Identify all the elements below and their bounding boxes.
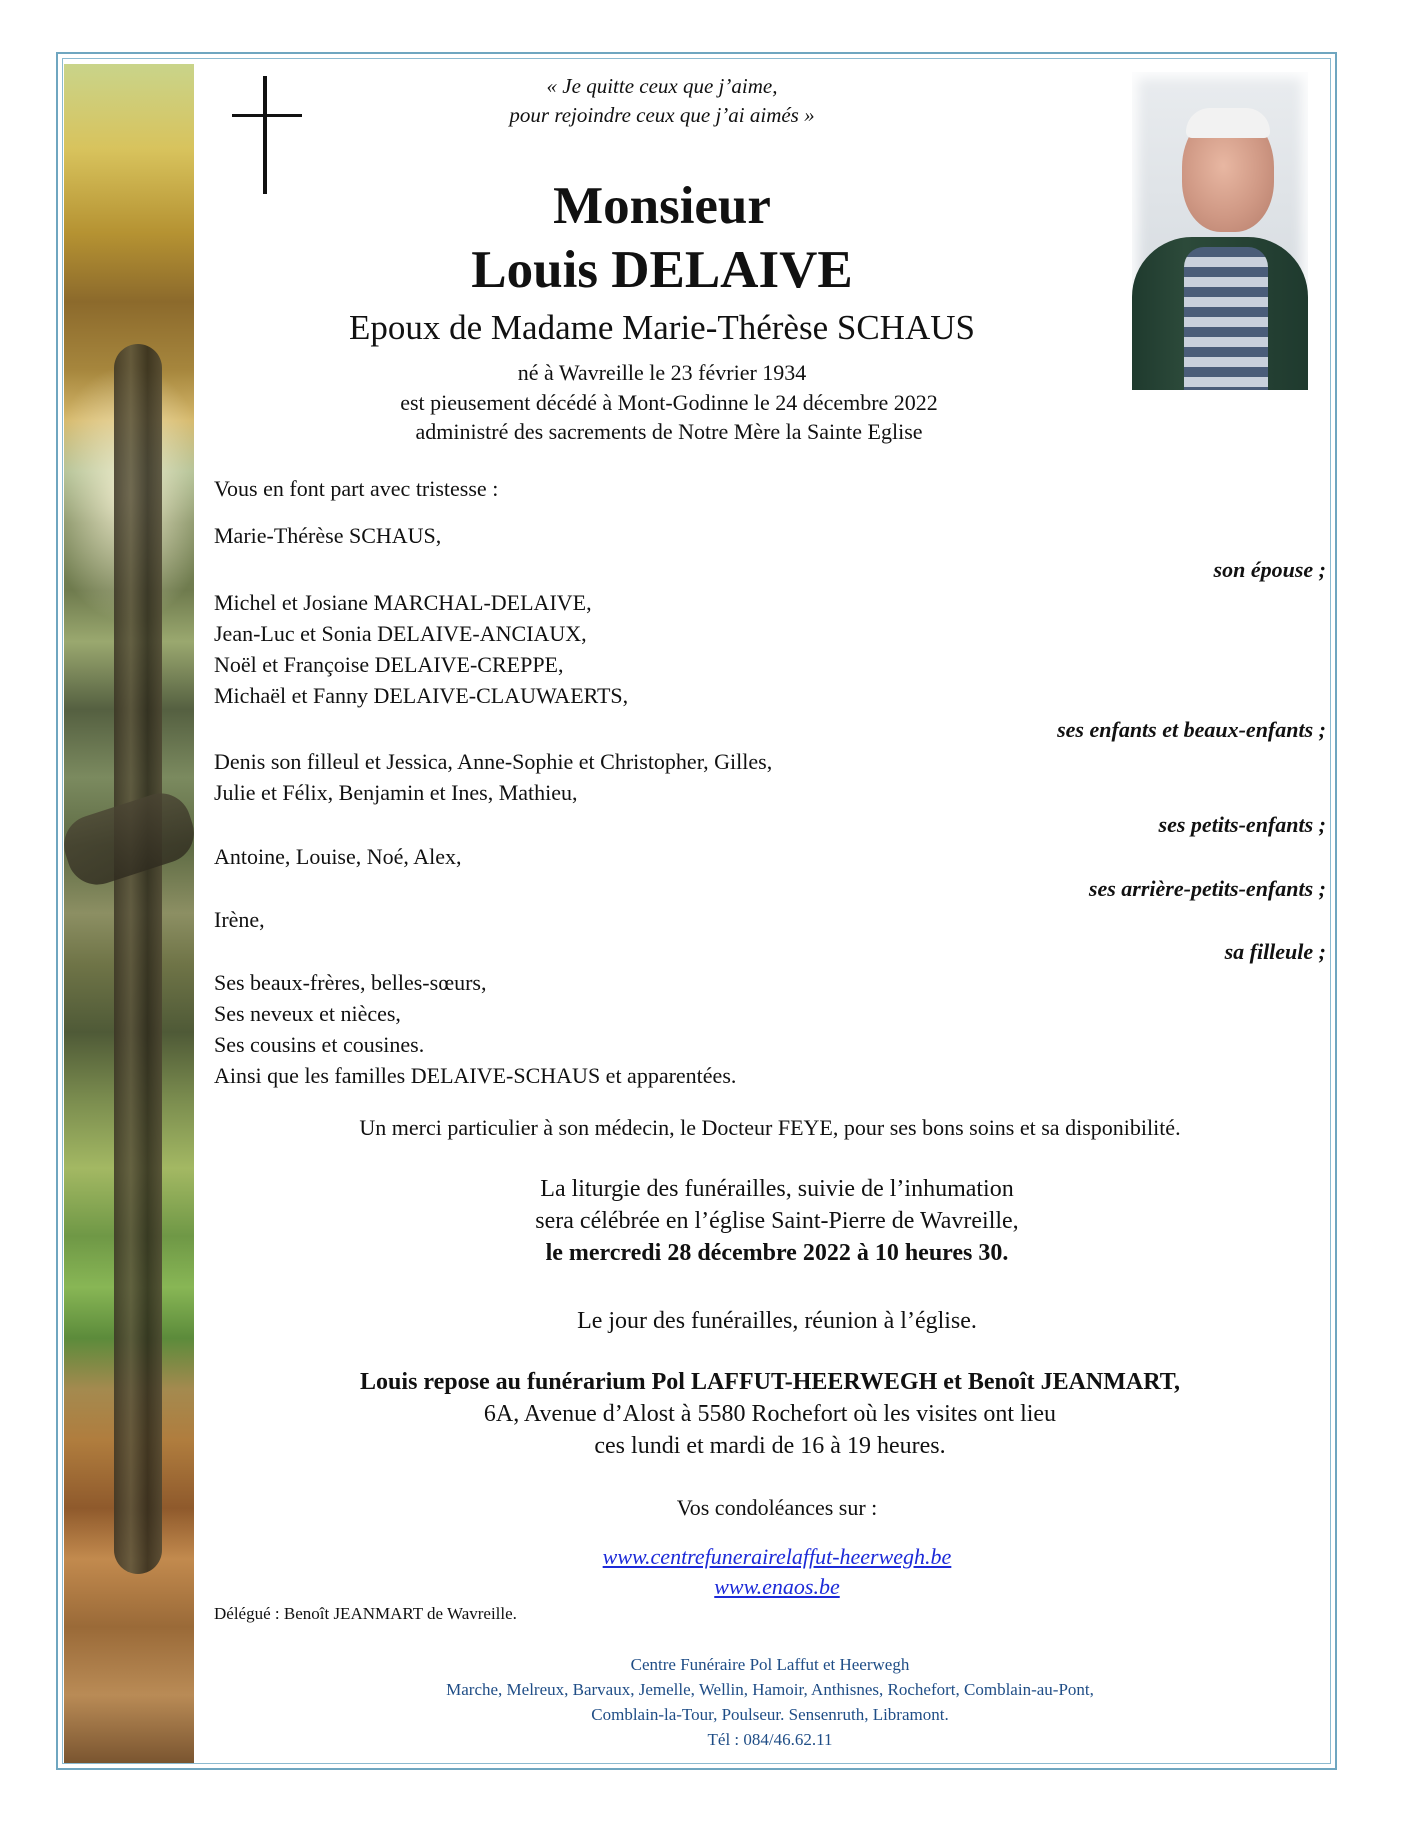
deceased-name: Louis DELAIVE xyxy=(471,241,853,299)
family-name: Michaël et Fanny DELAIVE-CLAUWAERTS, xyxy=(214,683,629,708)
liturgy-line: sera célébrée en l’église Saint-Pierre de Wavreille, xyxy=(535,1208,1019,1234)
family-role: ses enfants et beaux-enfants ; xyxy=(1057,717,1326,742)
gathering-text: Le jour des funérailles, réunion à l’église. xyxy=(577,1308,977,1334)
family-name: Michel et Josiane MARCHAL-DELAIVE, xyxy=(214,590,592,615)
quote-line: pour rejoindre ceux que j’ai aimés » xyxy=(509,103,815,127)
family-name: Marie-Thérèse SCHAUS, xyxy=(214,523,442,548)
family-group-children xyxy=(214,587,1326,742)
family-name: Denis son filleul et Jessica, Anne-Sophie et Christopher, Gilles, xyxy=(214,749,773,774)
liturgy-block xyxy=(300,1173,1254,1269)
family-name: Irène, xyxy=(214,907,265,932)
death-line: est pieusement décédé à Mont-Godinne le 24 décembre 2022 xyxy=(400,390,938,415)
funeral-home-phone: Tél : 084/46.62.11 xyxy=(707,1730,833,1749)
funeral-home-locations: Comblain-la-Tour, Poulseur. Sensenruth, Libramont. xyxy=(591,1705,949,1724)
family-group-great-grandchildren xyxy=(214,841,1326,901)
family-group-goddaughter xyxy=(214,904,1326,964)
quote-line: « Je quitte ceux que j’aime, xyxy=(546,74,778,98)
thanks-text: Un merci particulier à son médecin, le Docteur FEYE, pour ses bons soins et sa disponibilité. xyxy=(359,1115,1181,1140)
spouse-line: Epoux de Madame Marie-Thérèse SCHAUS xyxy=(349,308,975,347)
family-name: Jean-Luc et Sonia DELAIVE-ANCIAUX, xyxy=(214,621,587,646)
funeral-home-footer xyxy=(214,1652,1326,1752)
family-group-grandchildren xyxy=(214,746,1326,837)
birth-line: né à Wavreille le 23 février 1934 xyxy=(517,360,807,385)
sacraments-line: administré des sacrements de Notre Mère la Sainte Eglise xyxy=(415,419,923,444)
honorific: Monsieur xyxy=(553,177,771,235)
repose-line: ces lundi et mardi de 16 à 19 heures. xyxy=(594,1433,946,1459)
family-name: Ses neveux et nièces, xyxy=(214,1001,401,1026)
funeral-home-locations: Marche, Melreux, Barvaux, Jemelle, Wellin, Hamoir, Anthisnes, Rochefort, Comblain-au-Pont, xyxy=(446,1680,1094,1699)
family-role: sa filleule ; xyxy=(1224,939,1326,964)
condolence-link[interactable]: www.centrefunerairelaffut-heerwegh.be xyxy=(602,1544,952,1569)
liturgy-date: le mercredi 28 décembre 2022 à 10 heures 30. xyxy=(545,1240,1009,1266)
family-role: ses arrière-petits-enfants ; xyxy=(1088,876,1326,901)
condolence-links xyxy=(300,1542,1254,1602)
portrait-photo xyxy=(1132,72,1308,390)
family-name: Ses beaux-frères, belles-sœurs, xyxy=(214,970,487,995)
intro-text: Vous en font part avec tristesse : xyxy=(214,476,499,501)
family-name: Ses cousins et cousines. xyxy=(214,1032,425,1057)
family-group-spouse xyxy=(214,520,1326,582)
repose-block xyxy=(214,1366,1326,1462)
condolence-link[interactable]: www.enaos.be xyxy=(714,1574,840,1599)
condolences-label: Vos condoléances sur : xyxy=(676,1495,878,1520)
delegate-text: Délégué : Benoît JEANMART de Wavreille. xyxy=(214,1604,517,1623)
deceased-name-heading xyxy=(190,174,1134,302)
autumn-tree-photo xyxy=(64,64,194,1763)
family-name: Julie et Félix, Benjamin et Ines, Mathieu, xyxy=(214,780,578,805)
repose-line: 6A, Avenue d’Alost à 5580 Rochefort où les visites ont lieu xyxy=(483,1401,1057,1427)
repose-line: Louis repose au funérarium Pol LAFFUT-HEERWEGH et Benoît JEANMART, xyxy=(360,1369,1180,1395)
family-name: Ainsi que les familles DELAIVE-SCHAUS et apparentées. xyxy=(214,1063,737,1088)
family-role: ses petits-enfants ; xyxy=(1158,812,1326,837)
family-name: Noël et Françoise DELAIVE-CREPPE, xyxy=(214,652,564,677)
liturgy-line: La liturgie des funérailles, suivie de l’inhumation xyxy=(540,1176,1014,1202)
family-name: Antoine, Louise, Noé, Alex, xyxy=(214,844,462,869)
epigraph-quote xyxy=(190,72,1134,130)
family-role: son épouse ; xyxy=(1213,557,1326,582)
funeral-home-name: Centre Funéraire Pol Laffut et Heerwegh xyxy=(630,1655,910,1674)
family-group-others xyxy=(214,967,1326,1091)
tree-trunk xyxy=(114,344,162,1574)
